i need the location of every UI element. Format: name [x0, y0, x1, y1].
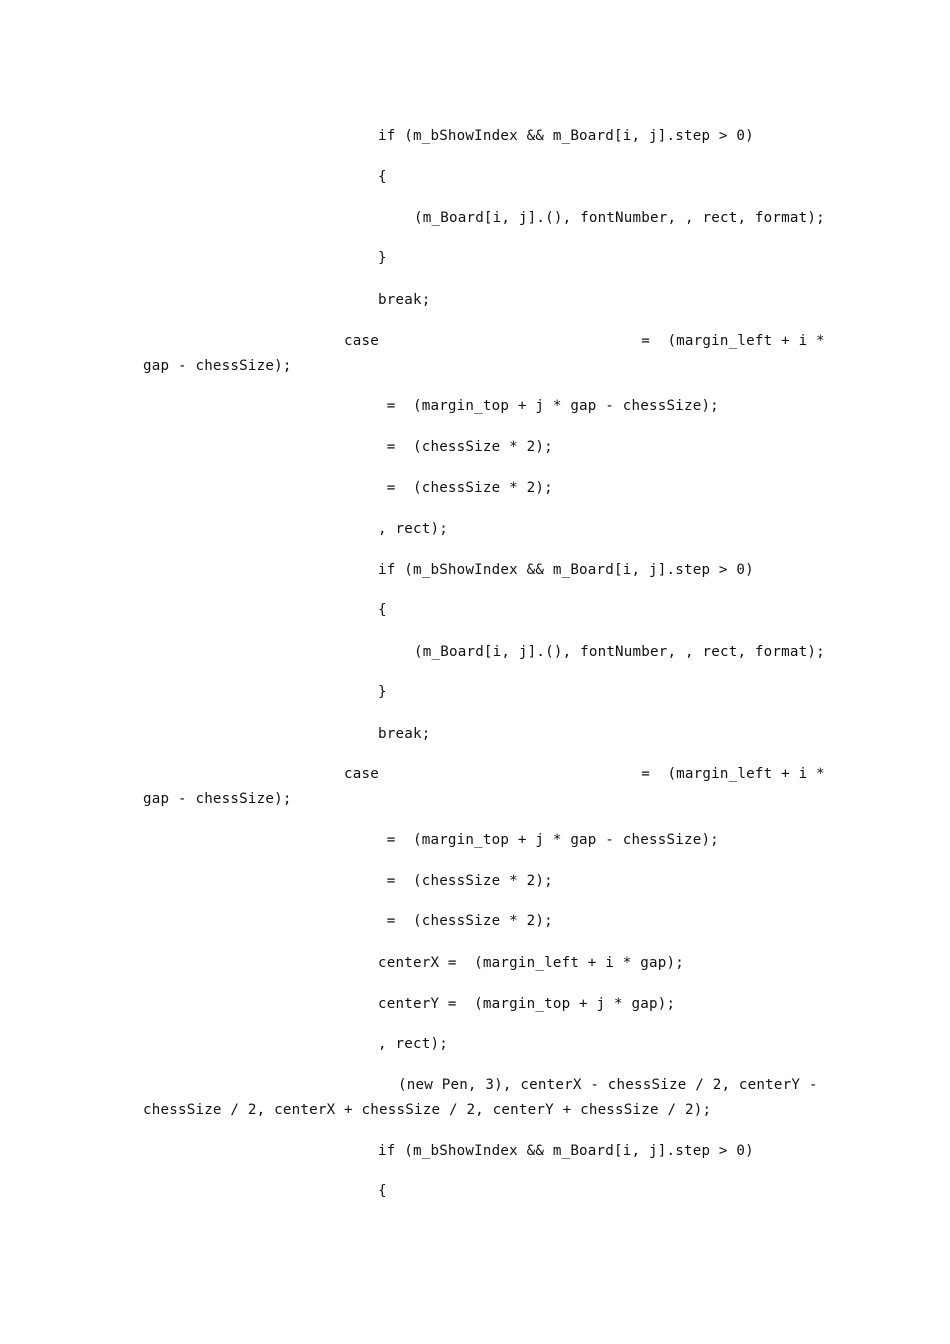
code-line: { [378, 602, 387, 618]
code-line: = (chessSize * 2); [378, 873, 553, 889]
code-line: } [378, 250, 387, 266]
code-line: = (chessSize * 2); [378, 480, 553, 496]
code-line: case = (margin_left + i * [344, 766, 825, 782]
code-line: = (chessSize * 2); [378, 439, 553, 455]
code-line: = (margin_top + j * gap - chessSize); [378, 832, 719, 848]
code-line: gap - chessSize); [143, 358, 292, 374]
code-line: = (margin_top + j * gap - chessSize); [378, 398, 719, 414]
code-line: = (chessSize * 2); [378, 913, 553, 929]
code-line: (new Pen, 3), centerX - chessSize / 2, centerY - [398, 1077, 818, 1093]
code-line: centerY = (margin_top + j * gap); [378, 996, 676, 1012]
code-line: if (m_bShowIndex && m_Board[i, j].step > 0) [378, 128, 754, 144]
code-line: case = (margin_left + i * [344, 333, 825, 349]
code-line: break; [378, 726, 431, 742]
code-line: , rect); [378, 521, 448, 537]
code-line: (m_Board[i, j].(), fontNumber, , rect, format); [414, 210, 825, 226]
code-line: { [378, 1183, 387, 1199]
code-line: } [378, 684, 387, 700]
code-line: break; [378, 292, 431, 308]
code-line: { [378, 169, 387, 185]
code-line: (m_Board[i, j].(), fontNumber, , rect, format); [414, 644, 825, 660]
code-line: chessSize / 2, centerX + chessSize / 2, centerY + chessSize / 2); [143, 1102, 712, 1118]
code-line: if (m_bShowIndex && m_Board[i, j].step > 0) [378, 562, 754, 578]
code-line: centerX = (margin_left + i * gap); [378, 955, 684, 971]
code-line: , rect); [378, 1036, 448, 1052]
code-line: gap - chessSize); [143, 791, 292, 807]
code-line: if (m_bShowIndex && m_Board[i, j].step > 0) [378, 1143, 754, 1159]
